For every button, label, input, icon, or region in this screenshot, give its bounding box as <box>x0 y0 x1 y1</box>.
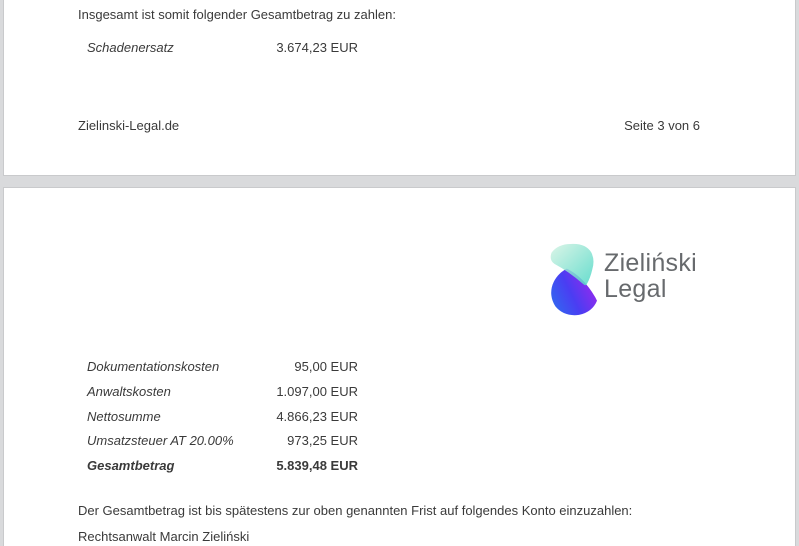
row-label: Dokumentationskosten <box>87 359 220 374</box>
recipient-name-text: Rechtsanwalt Marcin Zieliński <box>78 529 250 544</box>
amount-row-label: Schadenersatz <box>87 40 174 55</box>
logo-wordmark-line1: Zieliński <box>604 249 697 277</box>
row-value: 1.097,00 EUR <box>276 383 358 399</box>
table-row <box>87 384 358 409</box>
document-page-1[interactable] <box>3 0 796 176</box>
intro-text: Insgesamt ist somit folgender Gesamtbetrag zu zahlen: <box>78 7 396 22</box>
footer-website-text: Zielinski-Legal.de <box>78 118 180 133</box>
logo-wordmark <box>604 250 697 302</box>
table-row <box>87 359 358 384</box>
row-label: Nettosumme <box>87 408 161 424</box>
footer-page-number: Seite 3 von 6 <box>624 118 700 133</box>
company-logo <box>545 241 697 317</box>
row-label: Anwaltskosten <box>87 383 171 399</box>
document-page-2[interactable] <box>3 187 796 546</box>
logo-leaf-icon <box>545 241 597 317</box>
row-value: 973,25 EUR <box>287 433 358 449</box>
amount-row-value: 3.674,23 EUR <box>276 40 358 55</box>
row-label: Umsatzsteuer AT 20.00% <box>87 433 234 449</box>
table-row <box>87 433 358 458</box>
row-value: 4.866,23 EUR <box>276 408 358 424</box>
cost-table <box>87 359 358 483</box>
payment-instruction-text: Der Gesamtbetrag ist bis spätestens zur oben genannten Frist auf folgendes Konto einzuzahlen: <box>78 503 633 518</box>
amount-row <box>87 40 358 55</box>
table-row <box>87 409 358 434</box>
table-row-total <box>87 458 358 483</box>
logo-wordmark-line2: Legal <box>604 275 667 303</box>
row-value: 95,00 EUR <box>294 359 358 374</box>
row-value: 5.839,48 EUR <box>276 458 358 473</box>
row-label: Gesamtbetrag <box>87 458 175 473</box>
